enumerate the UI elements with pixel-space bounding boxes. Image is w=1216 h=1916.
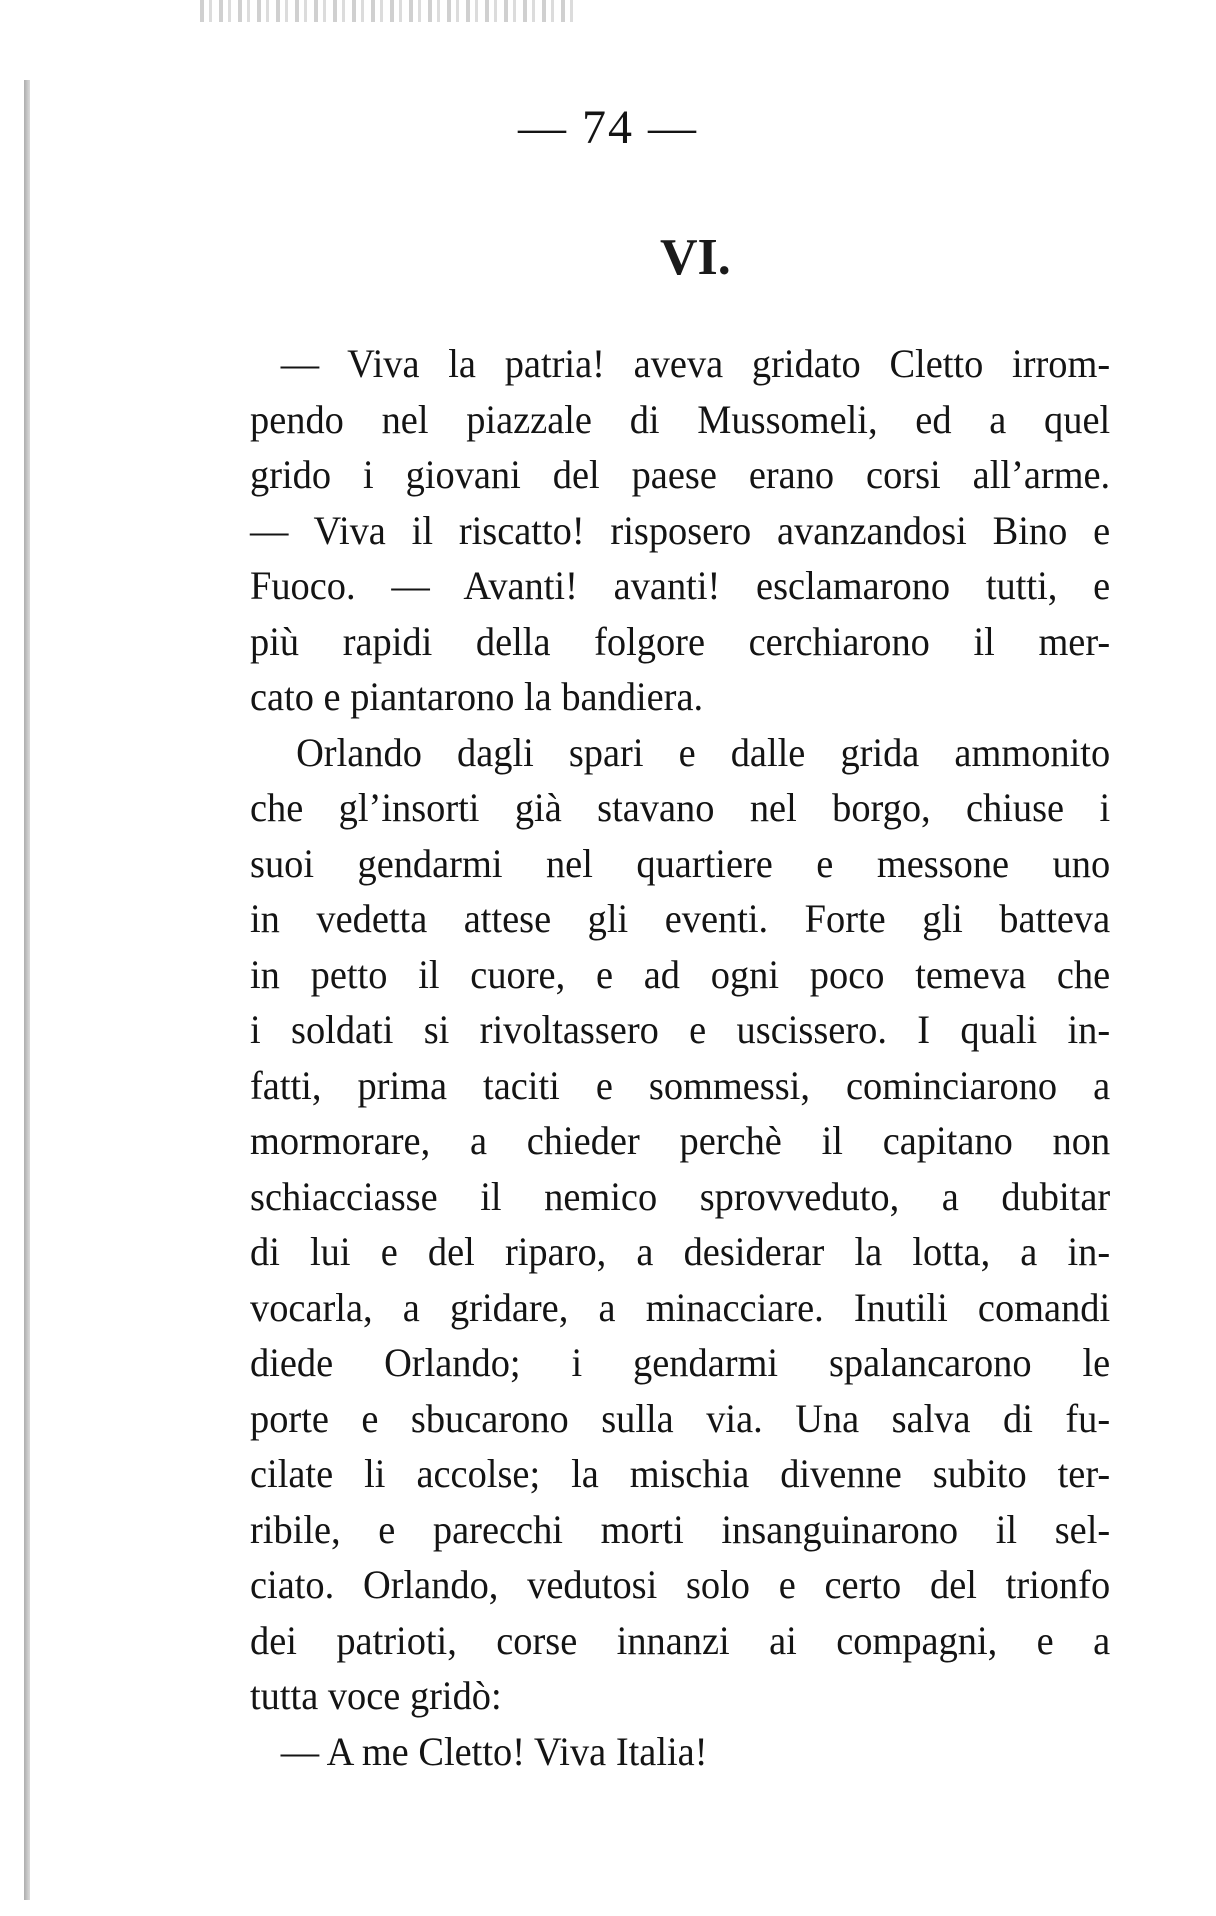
text-line: mormorare, a chieder perchè il capitano non <box>250 1118 1111 1163</box>
text-line: grido i giovani del paese erano corsi all’arme. <box>250 452 1111 497</box>
text-line: — Viva la patria! aveva gridato Cletto irrom- <box>280 341 1111 386</box>
text-line: porte e sbucarono sulla via. Una salva di fu- <box>250 1395 1111 1441</box>
text-line: fatti, prima taciti e sommessi, cominciarono a <box>250 1062 1111 1108</box>
text-line: — A me Cletto! Viva Italia! <box>280 1728 708 1774</box>
text-line: tutta voce gridò: <box>250 1673 502 1718</box>
binding-edge <box>24 80 30 1900</box>
text-line: in petto il cuore, e ad ogni poco temeva che <box>250 951 1111 997</box>
chapter-numeral: VI. <box>660 229 731 286</box>
text-line: cilate li accolse; la mischia divenne subito ter- <box>250 1451 1111 1496</box>
text-line: ciato. Orlando, vedutosi solo e certo del trionfo <box>250 1562 1111 1607</box>
text-line: diede Orlando; i gendarmi spalancarono le <box>250 1340 1111 1385</box>
text-line: di lui e del riparo, a desiderar la lotta, a in- <box>250 1229 1111 1274</box>
text-line: Orlando dagli spari e dalle grida ammonito <box>296 729 1111 775</box>
page-number: — 74 — <box>518 101 698 154</box>
text-line: schiacciasse il nemico sprovveduto, a dubitar <box>250 1173 1111 1219</box>
text-line: Fuoco. — Avanti! avanti! esclamarono tutti, e <box>250 563 1111 608</box>
text-line: dei patrioti, corse innanzi ai compagni, e a <box>250 1617 1111 1663</box>
body-text <box>250 336 1146 1779</box>
text-line: suoi gendarmi nel quartiere e messone uno <box>250 840 1111 886</box>
text-line: che gl’insorti già stavano nel borgo, chiuse i <box>250 785 1111 830</box>
text-line: cato e piantarono la bandiera. <box>250 674 704 719</box>
scan-artifact <box>200 0 580 22</box>
text-line: — Viva il riscatto! risposero avanzandosi Bino e <box>250 507 1111 553</box>
text-line: ribile, e parecchi morti insanguinarono il sel- <box>250 1506 1111 1552</box>
text-line: i soldati si rivoltassero e uscissero. I quali in- <box>250 1007 1111 1052</box>
text-line: pendo nel piazzale di Mussomeli, ed a quel <box>250 396 1111 442</box>
text-line: vocarla, a gridare, a minacciare. Inutili comandi <box>250 1284 1111 1330</box>
text-line: in vedetta attese gli eventi. Forte gli batteva <box>250 896 1111 941</box>
text-line: più rapidi della folgore cerchiarono il mer- <box>250 618 1111 664</box>
